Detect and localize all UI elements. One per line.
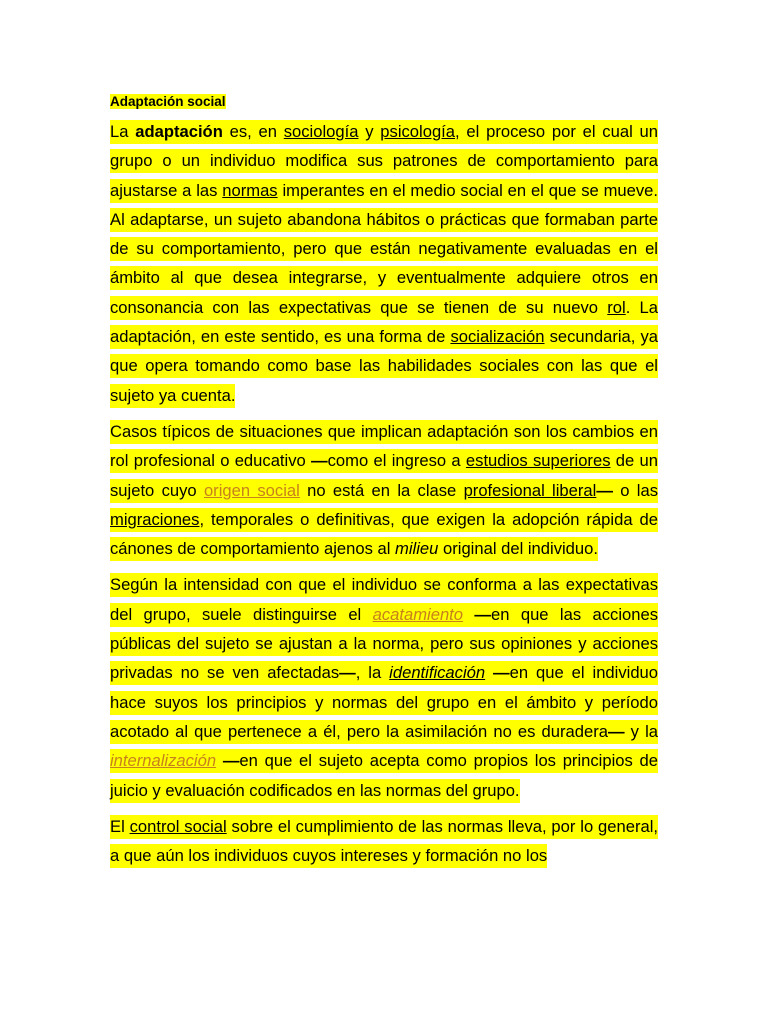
text: [485, 663, 493, 682]
text: , la: [355, 663, 390, 683]
text: en que el sujeto acepta como propios los principios de juicio y evaluación codificados en las normas del grupo.: [110, 751, 658, 800]
link-profesional-liberal[interactable]: profesional liberal: [463, 480, 597, 500]
text: como el ingreso a: [327, 451, 466, 471]
text: [463, 605, 474, 624]
text: de un sujeto cuyo: [110, 451, 658, 500]
link-normas[interactable]: normas: [222, 180, 278, 200]
text: Según la intensidad con que el individuo se conforma a las expectativas del grupo, suele distinguirse el: [110, 575, 658, 624]
text: El: [110, 816, 130, 836]
text: [216, 751, 223, 770]
link-rol[interactable]: rol: [607, 297, 626, 317]
link-psicologia[interactable]: psicología: [380, 122, 456, 141]
text: Casos típicos de situaciones que implican adaptación son los cambios en rol profesional o educativo: [110, 421, 658, 471]
text: . La adaptación, en este sentido, es una forma de: [110, 297, 658, 347]
em-dash: —: [474, 604, 491, 624]
link-origen-social[interactable]: origen social: [203, 480, 300, 500]
link-control-social[interactable]: control social: [129, 816, 227, 836]
text: original del individuo.: [438, 539, 598, 559]
link-migraciones[interactable]: migraciones: [110, 509, 200, 529]
link-estudios-superiores[interactable]: estudios superiores: [465, 451, 611, 471]
text: en que el individuo hace suyos los principios y normas del grupo en el ámbito y período acotado al que pertenece a él, pero la asimilación no es duradera: [110, 663, 659, 741]
text: imperantes en el medio social en el que se mueve. Al adaptarse, un sujeto abandona hábitos o prácticas que formaban parte de su comportamiento, pero que están negativamente evaluadas en el ámbito al que desea integrarse, y eventualmente adquiere otros en consonancia con las expectativas que se tienen de su nuevo: [110, 180, 658, 317]
em-dash: —: [222, 751, 240, 771]
link-acatamiento[interactable]: acatamiento: [372, 604, 464, 624]
link-socializacion[interactable]: socialización: [450, 327, 545, 347]
paragraph-2: [110, 417, 658, 563]
link-internalizacion[interactable]: internalización: [110, 751, 217, 771]
paragraph-4: [110, 812, 658, 871]
text: La: [110, 122, 136, 141]
em-dash: —: [339, 663, 356, 683]
text: , el proceso por el cual un grupo o un individuo modifica sus patrones de comportamiento para ajustarse a las: [110, 122, 658, 200]
link-identificacion[interactable]: identificación: [389, 663, 486, 683]
text: es, en: [222, 122, 284, 141]
em-dash: —: [596, 480, 613, 500]
text: , temporales o definitivas, que exigen la adopción rápida de cánones de comportamiento ajenos al: [110, 509, 658, 559]
paragraph-1: [110, 117, 658, 410]
document-body: [110, 92, 658, 877]
heading-wrap: [110, 92, 658, 111]
paragraph-3: [110, 570, 658, 804]
text: y: [358, 122, 381, 141]
text: sobre el cumplimiento de las normas lleva, por lo general, a que aún los individuos cuyos intereses y formación no los: [110, 816, 658, 866]
term-adaptacion: adaptación: [135, 122, 223, 141]
em-dash: —: [607, 721, 625, 741]
text: no está en la clase: [299, 480, 464, 500]
link-sociologia[interactable]: sociología: [283, 122, 359, 141]
text: en que las acciones públicas del sujeto se ajustan a la norma, pero sus opiniones y acciones privadas no se ven afectadas: [110, 604, 658, 683]
em-dash: —: [493, 663, 510, 683]
section-heading: Adaptación social: [110, 94, 226, 109]
text: y la: [624, 721, 658, 741]
term-milieu: milieu: [395, 539, 439, 559]
text: secundaria, ya que opera tomando como base las habilidades sociales con las que el sujeto ya cuenta.: [110, 327, 658, 405]
text: o las: [612, 480, 658, 500]
em-dash: —: [311, 451, 328, 471]
